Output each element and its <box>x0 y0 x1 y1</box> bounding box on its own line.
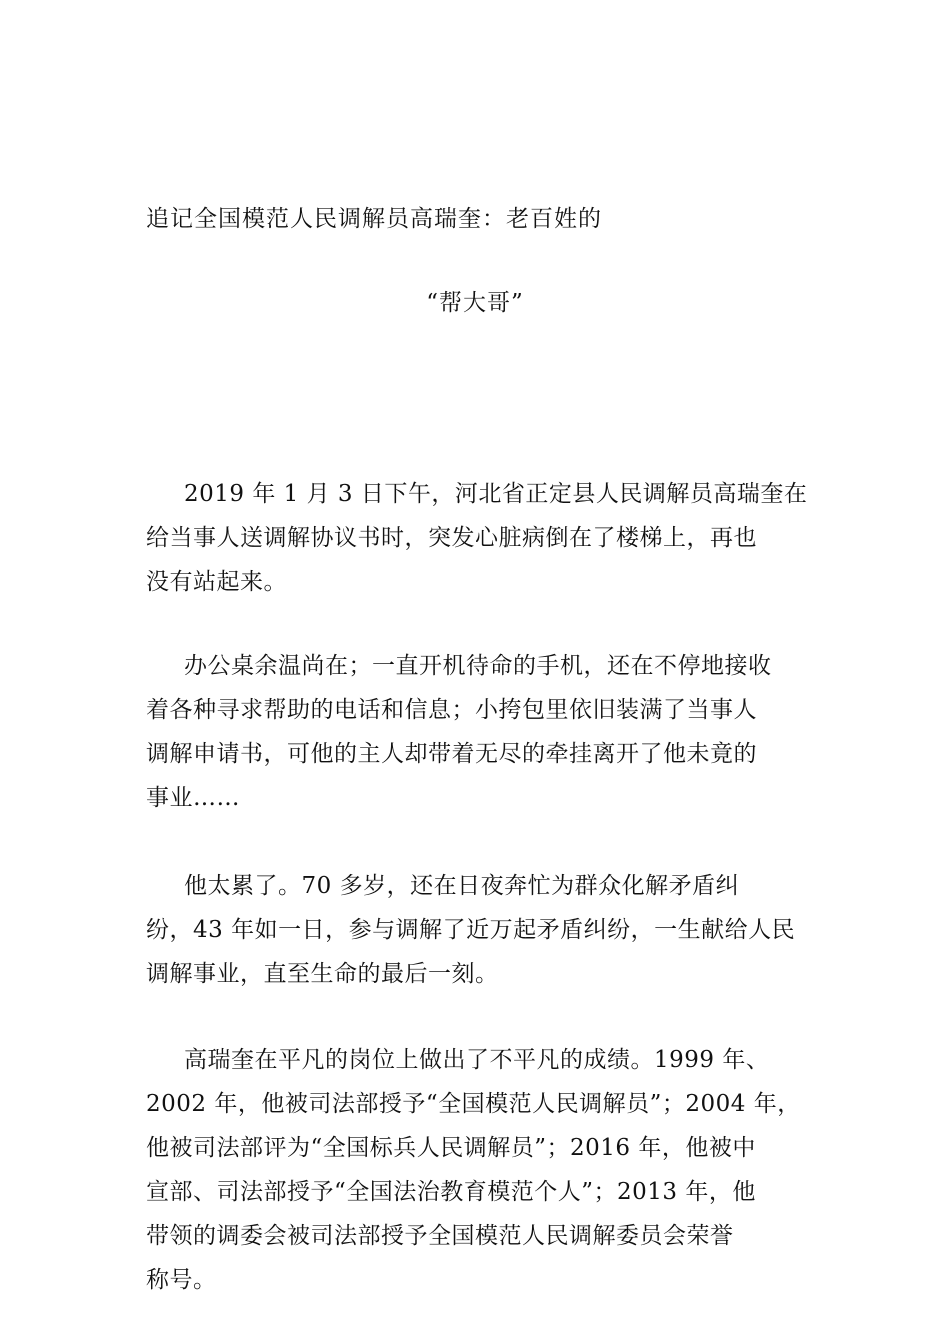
paragraph-line: 着各种寻求帮助的电话和信息；小挎包里依旧装满了当事人 <box>146 697 757 723</box>
paragraph-line: 带领的调委会被司法部授予全国模范人民调解委员会荣誉 <box>146 1223 734 1249</box>
paragraph-2 <box>146 644 846 820</box>
paragraph-line: 调解事业，直至生命的最后一刻。 <box>146 961 499 987</box>
paragraph-line: 宣部、司法部授予“全国法治教育模范个人”；2013 年，他 <box>146 1179 756 1205</box>
paragraph-line: 他被司法部评为“全国标兵人民调解员”；2016 年，他被中 <box>146 1135 756 1161</box>
paragraph-line: 没有站起来。 <box>146 569 287 595</box>
paragraph-line: 称号。 <box>146 1267 217 1293</box>
paragraph-line: 给当事人送调解协议书时，突发心脏病倒在了楼梯上，再也 <box>146 525 757 551</box>
document-title-line-1: 追记全国模范人民调解员高瑞奎：老百姓的 <box>146 206 602 232</box>
paragraph-1 <box>146 472 846 604</box>
paragraph-4 <box>146 1038 846 1302</box>
paragraph-line: 调解申请书，可他的主人却带着无尽的牵挂离开了他未竟的 <box>146 741 757 767</box>
paragraph-line: 事业…… <box>146 785 240 811</box>
paragraph-line: 他太累了。70 多岁，还在日夜奔忙为群众化解矛盾纠 <box>184 873 740 899</box>
paragraph-line: 办公桌余温尚在；一直开机待命的手机，还在不停地接收 <box>184 653 772 679</box>
document-title-line-2: “帮大哥” <box>426 290 524 316</box>
paragraph-3 <box>146 864 846 996</box>
paragraph-line: 高瑞奎在平凡的岗位上做出了不平凡的成绩。1999 年、 <box>184 1047 770 1073</box>
paragraph-line: 纷，43 年如一日，参与调解了近万起矛盾纠纷，一生献给人民 <box>146 917 796 943</box>
paragraph-line: 2002 年，他被司法部授予“全国模范人民调解员”；2004 年， <box>146 1091 801 1117</box>
paragraph-line: 2019 年 1 月 3 日下午，河北省正定县人民调解员高瑞奎在 <box>184 481 808 507</box>
